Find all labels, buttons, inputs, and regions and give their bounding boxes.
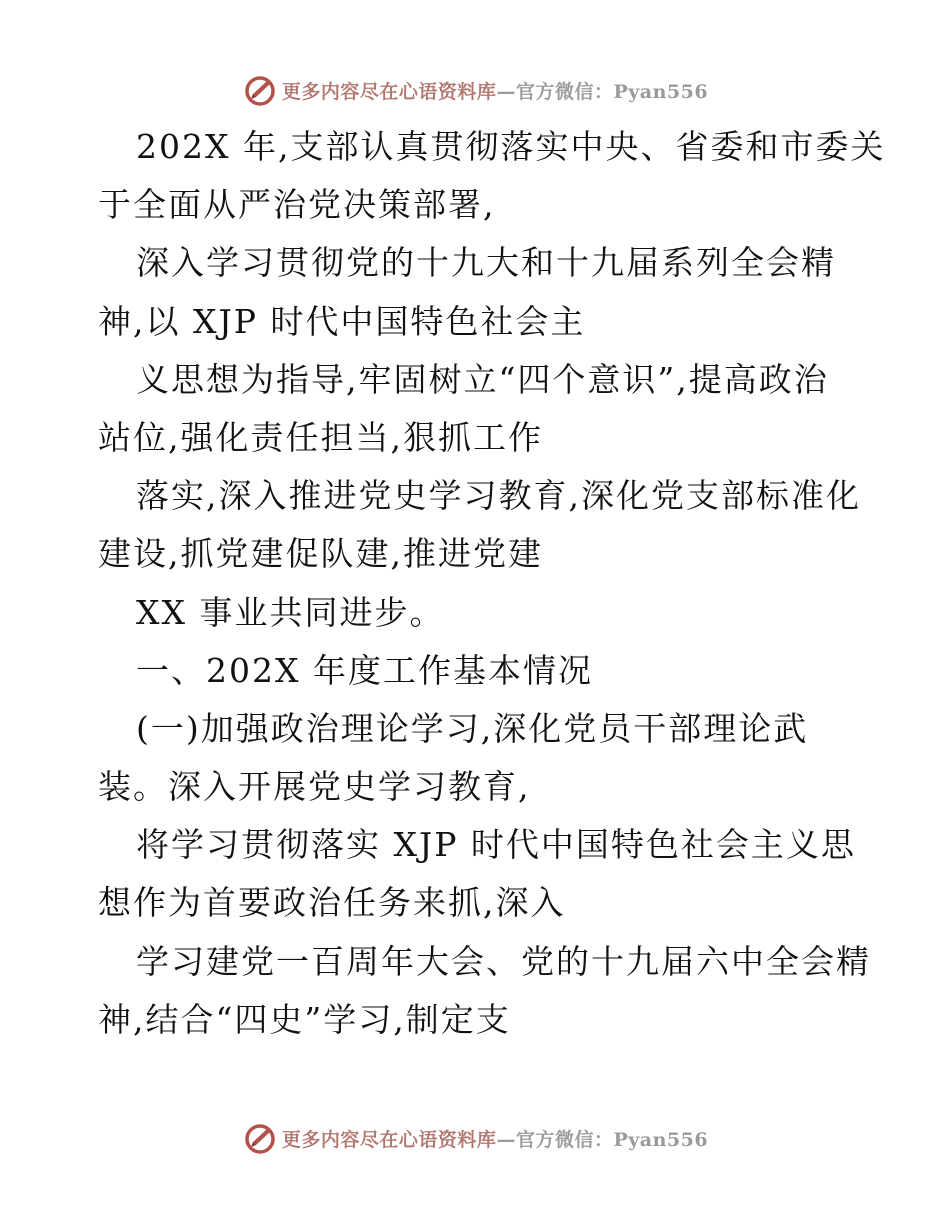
- pen-logo-icon: [242, 72, 278, 108]
- header-banner-separator: —: [496, 80, 516, 103]
- text-line: 202X 年,支部认真贯彻落实中央、省委和市委关: [136, 127, 886, 166]
- text-line: 装。深入开展党史学习教育,: [98, 767, 531, 807]
- text-line: 神,结合“四史”学习,制定支: [98, 999, 511, 1039]
- text-line: 想作为首要政治任务来抓,深入: [98, 883, 566, 923]
- text-line: 于全面从严治党决策部署,: [98, 185, 496, 225]
- footer-banner-main: 更多内容尽在心语资料库: [281, 1128, 497, 1151]
- text-line: 站位,强化责任担当,狠抓工作: [98, 417, 543, 457]
- section-heading: 一、202X 年度工作基本情况: [136, 650, 593, 690]
- text-line: 落实,深入推进党史学习教育,深化党支部标准化: [136, 476, 861, 516]
- text-line: 深入学习贯彻党的十九大和十九届系列全会精: [136, 243, 836, 283]
- text-line: 将学习贯彻落实 XJP 时代中国特色社会主义思: [136, 825, 856, 865]
- header-banner: [0, 70, 950, 110]
- footer-banner: [0, 1118, 950, 1158]
- text-line: (一)加强政治理论学习,深化党员干部理论武: [136, 708, 809, 748]
- text-line: 义思想为指导,牢固树立“四个意识”,提高政治: [136, 359, 829, 399]
- header-banner-main: 更多内容尽在心语资料库: [281, 80, 497, 103]
- text-line: 神,以 XJP 时代中国特色社会主: [98, 301, 586, 341]
- text-line: XX 事业共同进步。: [136, 592, 445, 632]
- header-banner-wechat: 官方微信：Pyan556: [515, 80, 709, 103]
- header-banner-text: [282, 77, 708, 104]
- pen-logo-icon: [242, 1120, 278, 1156]
- text-line: 建设,抓党建促队建,推进党建: [98, 534, 543, 574]
- footer-banner-separator: —: [496, 1128, 516, 1151]
- footer-banner-text: [282, 1125, 708, 1152]
- document-body: [98, 118, 886, 1049]
- text-line: 学习建党一百周年大会、党的十九届六中全会精: [136, 941, 871, 981]
- footer-banner-wechat: 官方微信：Pyan556: [515, 1128, 709, 1151]
